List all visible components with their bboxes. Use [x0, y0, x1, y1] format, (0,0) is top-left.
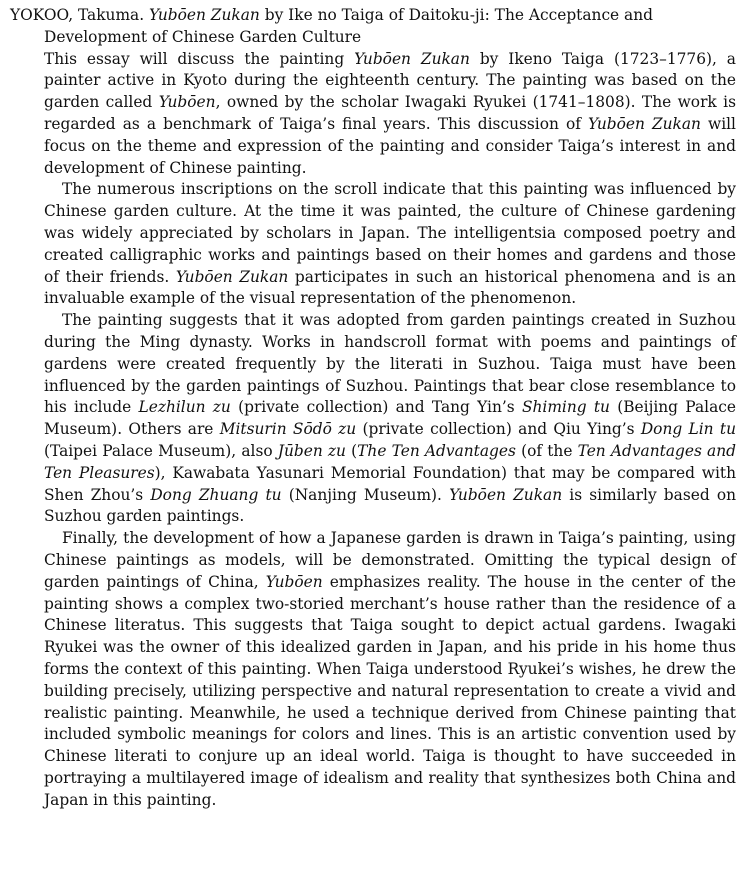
italic-title: Ten Advantages and Ten Pleasures [44, 441, 736, 482]
italic-title: Lezhilun zu [138, 398, 231, 417]
italic-title: Dong Zhuang tu [150, 485, 282, 504]
abstract-paragraph-4: Finally, the development of how a Japanese garden is drawn in Taiga’s painting, using Chinese paintings as models, will be demonstrated. Omitting the typical design of garden paintings of China, Yubōen emphasizes reality. The house in the center of the painting shows a complex two-storied merchant’s house rather than the residence of a Chinese literatus. This suggests that Taiga sought to depict actual gardens. Iwagaki Ryukei was the owner of this idealized garden in Japan, and his pride in his home thus forms the context of this painting. When Taiga understood Ryukei’s wishes, he drew the building precisely, utilizing perspective and natural representation to create a vivid and realistic painting. Meanwhile, he used a technique derived from Chinese painting that included symbolic meanings for colors and lines. This is an artistic convention used by Chinese literati to conjure up an ideal world. Taiga is thought to have succeeded in portraying a multilayered image of idealism and reality that synthesizes both China and Japan in this painting. [44, 529, 737, 809]
italic-title: Yubōen [158, 93, 216, 112]
italic-title: Shiming tu [521, 398, 610, 417]
abstract-paragraph-3: The painting suggests that it was adopted from garden paintings created in Suzhou during the Ming dynasty. Works in handscroll format with poems and paintings of gardens were created frequently by the literati in Suzhou. Taiga must have been influenced by the garden paintings of Suzhou. Paintings that bear close resemblance to his include Lezhilun zu (private collection) and Tang Yin’s Shiming tu (Beijing Palace Museum). Others are Mitsurin Sōdō zu (private collection) and Qiu Ying’s Dong Lin tu (Taipei Palace Museum), also Jūben zu (The Ten Advantages (of the Ten Advantages and Ten Pleasures), Kawabata Yasunari Memorial Foundation) that may be compared with Shen Zhou’s Dong Zhuang tu (Nanjing Museum). Yubōen Zukan is similarly based on Suzhou garden paintings. [44, 311, 736, 526]
italic-title: Yubōen Zukan [175, 267, 289, 286]
italic-title: The Ten Advantages [357, 441, 516, 460]
italic-title: Yubōen [265, 572, 323, 591]
italic-title: Yubōen Zukan [149, 6, 260, 24]
italic-title: Yubōen Zukan [354, 49, 470, 68]
italic-title: Yubōen Zukan [588, 114, 701, 133]
abstract-heading: YOKOO, Takuma. Yubōen Zukan by Ike no Taiga of Daitoku-ji: The Acceptance and Development of Chinese Garden Culture [10, 6, 654, 46]
italic-title: Yubōen Zukan [449, 485, 563, 504]
italic-title: Dong Lin tu [640, 420, 736, 439]
abstract-paragraph-2: The numerous inscriptions on the scroll indicate that this painting was influenced by Chinese garden culture. At the time it was painted, the culture of Chinese gardening was widely appreciated by scholars in Japan. The intelligentsia composed poetry and created calligraphic works and paintings based on their homes and gardens and those of their friends. Yubōen Zukan participates in such an historical phenomena and is an invaluable example of the visual representation of the phenomenon. [44, 180, 736, 308]
italic-title: Mitsurin Sōdō zu [219, 420, 357, 439]
abstract-paragraph-1: This essay will discuss the painting Yubōen Zukan by Ikeno Taiga (1723–1776), a painter active in Kyoto during the eighteenth century. The painting was based on the garden called Yubōen, owned by the scholar Iwagaki Ryukei (1741–1808). The work is regarded as a benchmark of Taiga’s final years. This discussion of Yubōen Zukan will focus on the theme and expression of the painting and consider Taiga’s interest in and development of Chinese painting. [44, 49, 736, 177]
italic-title: Jūben zu [277, 441, 346, 460]
